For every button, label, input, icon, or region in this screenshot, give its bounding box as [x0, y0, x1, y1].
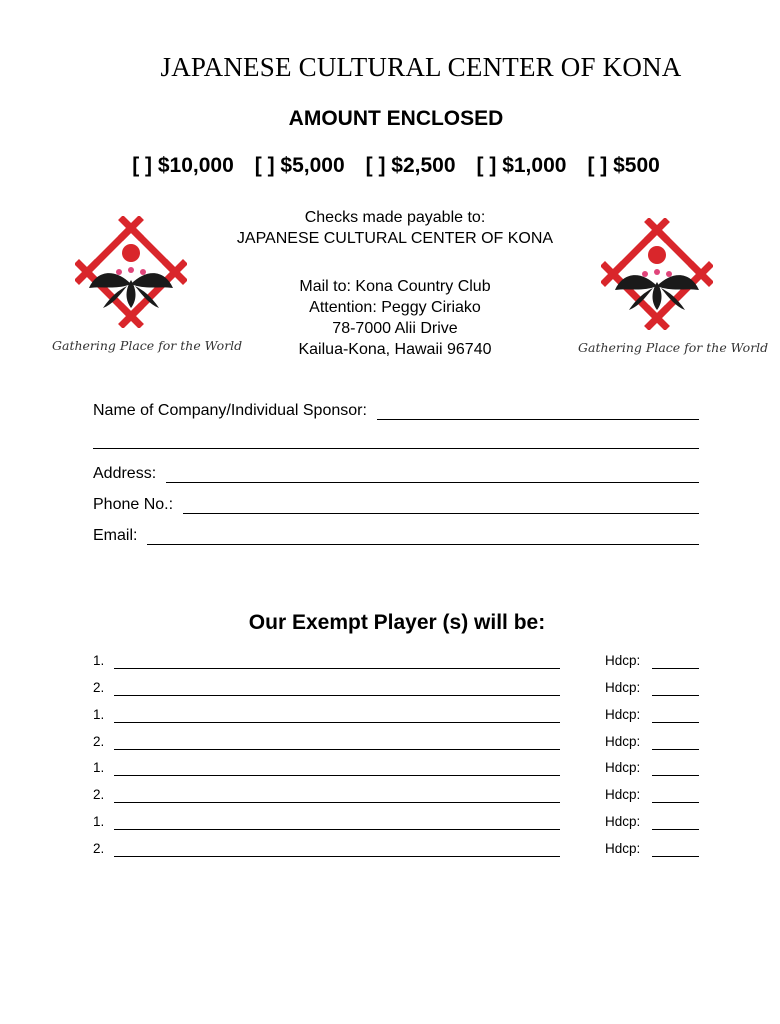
crest-icon	[75, 216, 187, 328]
amount-option-500[interactable]: [ ] $500	[587, 154, 660, 177]
sponsor-name-field[interactable]	[377, 403, 699, 420]
email-field[interactable]	[147, 528, 699, 545]
city-line: Kailua-Kona, Hawaii 96740	[298, 341, 492, 358]
payee-name: JAPANESE CULTURAL CENTER OF KONA	[236, 230, 554, 247]
hdcp-label: Hdcp:	[605, 653, 641, 668]
player-number: 2.	[93, 787, 105, 802]
hdcp-label: Hdcp:	[605, 680, 641, 695]
player-name-field[interactable]	[114, 682, 560, 696]
amount-options	[0, 154, 780, 178]
phone-row	[93, 496, 699, 514]
player-number: 1.	[93, 653, 105, 668]
player-name-field[interactable]	[114, 816, 560, 830]
email-label: Email:	[93, 527, 138, 544]
phone-label: Phone No.:	[93, 496, 174, 513]
hdcp-label: Hdcp:	[605, 814, 641, 829]
logo-tagline-right: Gathering Place for the World	[578, 340, 769, 355]
address-label: Address:	[93, 465, 157, 482]
amount-option-5000[interactable]: [ ] $5,000	[254, 154, 345, 177]
street-line: 78-7000 Alii Drive	[332, 320, 458, 337]
hdcp-field[interactable]	[652, 762, 699, 776]
player-name-field[interactable]	[114, 843, 560, 857]
email-row	[93, 527, 699, 545]
hdcp-label: Hdcp:	[605, 707, 641, 722]
hdcp-label: Hdcp:	[605, 841, 641, 856]
amount-option-1000[interactable]: [ ] $1,000	[476, 154, 567, 177]
phone-field[interactable]	[183, 497, 699, 514]
logo-left	[52, 216, 243, 366]
address-row	[93, 465, 699, 483]
player-name-field[interactable]	[114, 655, 560, 669]
player-number: 2.	[93, 680, 105, 695]
sponsor-name-label: Name of Company/Individual Sponsor:	[93, 402, 367, 419]
logo-right	[578, 218, 769, 368]
player-name-field[interactable]	[114, 789, 560, 803]
player-name-field[interactable]	[114, 709, 560, 723]
player-number: 2.	[93, 841, 105, 856]
player-number: 1.	[93, 760, 105, 775]
hdcp-label: Hdcp:	[605, 760, 641, 775]
crest-icon	[601, 218, 713, 330]
amount-heading: AMOUNT ENCLOSED	[288, 107, 504, 130]
hdcp-field[interactable]	[652, 709, 699, 723]
hdcp-label: Hdcp:	[605, 734, 641, 749]
address-field[interactable]	[166, 466, 699, 483]
logo-tagline-left: Gathering Place for the World	[52, 338, 243, 353]
player-number: 1.	[93, 814, 105, 829]
hdcp-field[interactable]	[652, 655, 699, 669]
hdcp-field[interactable]	[652, 816, 699, 830]
player-name-field[interactable]	[114, 762, 560, 776]
checks-line: Checks made payable to:	[304, 209, 486, 226]
hdcp-label: Hdcp:	[605, 787, 641, 802]
player-name-field[interactable]	[114, 736, 560, 750]
amount-option-10000[interactable]: [ ] $10,000	[132, 154, 234, 177]
player-number: 2.	[93, 734, 105, 749]
page-title: JAPANESE CULTURAL CENTER OF KONA	[160, 52, 682, 82]
hdcp-field[interactable]	[652, 682, 699, 696]
players-heading: Our Exempt Player (s) will be:	[248, 611, 546, 634]
hdcp-field[interactable]	[652, 736, 699, 750]
sponsor-name-continuation-field[interactable]	[93, 448, 699, 449]
mail-to-line: Mail to: Kona Country Club	[299, 278, 491, 295]
sponsor-name-row	[93, 402, 699, 420]
hdcp-field[interactable]	[652, 789, 699, 803]
amount-option-2500[interactable]: [ ] $2,500	[365, 154, 456, 177]
hdcp-field[interactable]	[652, 843, 699, 857]
player-number: 1.	[93, 707, 105, 722]
attention-line: Attention: Peggy Ciriako	[309, 299, 481, 316]
